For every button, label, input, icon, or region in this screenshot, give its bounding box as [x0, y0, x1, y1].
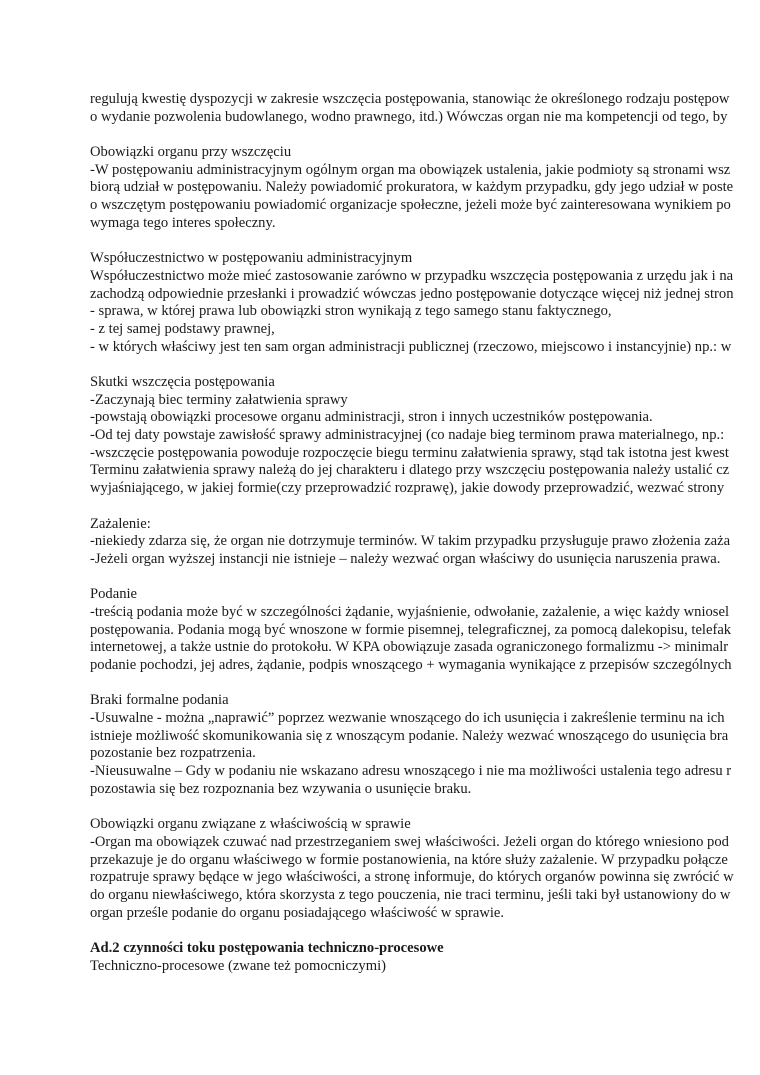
- skutki-line: -Od tej daty powstaje zawisłość sprawy administracyjnej (co nadaje bieg terminom prawa materialnego, np.:: [90, 427, 725, 444]
- document-body: [90, 91, 760, 975]
- section-heading-wlasciwosc: Obowiązki organu związane z właściwością w sprawie: [90, 816, 411, 833]
- skutki-line: -powstają obowiązki procesowe organu administracji, stron i innych uczestników postępowania.: [90, 409, 653, 426]
- obowiazki-line: o wszczętym postępowaniu powiadomić organizacje społeczne, jeżeli może być zainteresowana wynikiem po: [90, 197, 731, 214]
- wspoluczestnictwo-line: zachodzą odpowiednie przesłanki i prowadzić wówczas jedno postępowanie dotyczące więcej niż jednej stron: [90, 285, 734, 302]
- section-heading-braki: Braki formalne podania: [90, 692, 229, 709]
- paragraph-gap: [90, 922, 760, 940]
- intro-line: o wydanie pozwolenia budowlanego, wodno prawnego, itd.) Wówczas organ nie ma kompetencji od tego, by: [90, 108, 728, 125]
- skutki-line: wyjaśniającego, w jakiej formie(czy przeprowadzić rozprawę), jakie dowody przeprowadzić, wezwać strony: [90, 480, 725, 497]
- wlasciwosc-line: organ prześle podanie do organu posiadającego właściwość w sprawie.: [90, 904, 505, 921]
- wspoluczestnictwo-line: - z tej samej podstawy prawnej,: [90, 320, 275, 337]
- section-heading-zazalenie: Zażalenie:: [90, 515, 151, 532]
- podanie-line: podanie pochodzi, jej adres, żądanie, podpis wnoszącego + wymagania wynikające z przepisów szczególnych: [90, 657, 732, 673]
- section-heading-podanie: Podanie: [90, 586, 138, 603]
- braki-line: pozostanie bez rozpatrzenia.: [90, 745, 256, 762]
- wspoluczestnictwo-line: - w których właściwy jest ten sam organ administracji publicznej (rzeczowo, miejscowo i instancyjnie) np.: w: [90, 338, 732, 355]
- paragraph-gap: [90, 356, 760, 374]
- skutki-line: Terminu załatwienia sprawy należą do jej charakteru i dlatego przy wszczęciu postępowania należy ustalić cz: [90, 462, 730, 479]
- paragraph-gap: [90, 675, 760, 693]
- wlasciwosc-line: przekazuje je do organu właściwego w formie postanowienia, na które służy zażalenie. W przypadku połącze: [90, 851, 728, 868]
- wlasciwosc-line: rozpatruje sprawy będące w jego właściwości, a stronę informuje, do których organów powinna się zwrócić w: [90, 869, 734, 886]
- paragraph-gap: [90, 569, 760, 587]
- wlasciwosc-line: -Organ ma obowiązek czuwać nad przestrzeganiem swej właściwości. Jeżeli organ do którego wniesiono pod: [90, 833, 729, 850]
- wlasciwosc-line: do organu niewłaściwego, która skorzysta z tego pouczenia, nie traci terminu, jeśli taki był ustanowiony do w: [90, 886, 731, 903]
- obowiazki-line: -W postępowaniu administracyjnym ogólnym organ ma obowiązek ustalenia, jakie podmioty są stronami wsz: [90, 161, 731, 178]
- paragraph-gap: [90, 233, 760, 251]
- skutki-line: -wszczęcie postępowania powoduje rozpoczęcie biegu terminu załatwienia sprawy, stąd tak istotna jest kwest: [90, 444, 729, 461]
- podanie-line: internetowej, a także ustnie do protokołu. W KPA obowiązuje zasada ograniczonego formalizmu -> minimalr: [90, 639, 729, 656]
- braki-line: -Nieusuwalne – Gdy w podaniu nie wskazano adresu wnoszącego i nie ma możliwości ustalenia tego adresu r: [90, 763, 732, 780]
- paragraph-gap: [90, 126, 760, 144]
- intro-line: regulują kwestię dyspozycji w zakresie wszczęcia postępowania, stanowiąc że określonego rodzaju postępow: [90, 91, 730, 107]
- obowiazki-line: wymaga tego interes społeczny.: [90, 214, 276, 231]
- wspoluczestnictwo-line: Współuczestnictwo może mieć zastosowanie zarówno w przypadku wszczęcia postępowania z urzędu jak i na: [90, 267, 734, 284]
- zazalenie-line: -Jeżeli organ wyższej instancji nie istnieje – należy wezwać organ właściwy do usunięcia naruszenia prawa.: [90, 550, 721, 567]
- skutki-line: -Zaczynają biec terminy załatwienia sprawy: [90, 391, 348, 408]
- ad2-line: Techniczno-procesowe (zwane też pomocniczymi): [90, 957, 386, 974]
- podanie-line: postępowania. Podania mogą być wnoszone w formie pisemnej, telegraficznej, za pomocą dalekopisu, telefak: [90, 621, 732, 638]
- braki-line: -Usuwalne - można „naprawić” poprzez wezwanie wnoszącego do ich usunięcia i zakreślenie terminu na ich: [90, 710, 725, 727]
- braki-line: istnieje możliwość skomunikowania się z wnoszącym podanie. Należy wezwać wnoszącego do usunięcia bra: [90, 727, 729, 744]
- paragraph-gap: [90, 498, 760, 516]
- obowiazki-line: biorą udział w postępowaniu. Należy powiadomić prokuratora, w każdym przypadku, gdy jego udział w poste: [90, 179, 734, 196]
- section-heading-wspoluczestnictwo: Współuczestnictwo w postępowaniu administracyjnym: [90, 250, 413, 267]
- zazalenie-line: -niekiedy zdarza się, że organ nie dotrzymuje terminów. W takim przypadku przysługuje prawo złożenia zaża: [90, 533, 731, 550]
- section-heading-obowiazki: Obowiązki organu przy wszczęciu: [90, 144, 292, 161]
- paragraph-gap: [90, 799, 760, 817]
- podanie-line: -treścią podania może być w szczególności żądanie, wyjaśnienie, odwołanie, zażalenie, a więc każdy wniosel: [90, 603, 730, 620]
- braki-line: pozostawia się bez rozpoznania bez wzywania o usunięcie braku.: [90, 780, 472, 797]
- wspoluczestnictwo-line: - sprawa, w której prawa lub obowiązki stron wynikają z tego samego stanu faktycznego,: [90, 303, 612, 320]
- section-heading-skutki: Skutki wszczęcia postępowania: [90, 374, 275, 390]
- section-heading-ad2: Ad.2 czynności toku postępowania techniczno-procesowe: [90, 940, 444, 956]
